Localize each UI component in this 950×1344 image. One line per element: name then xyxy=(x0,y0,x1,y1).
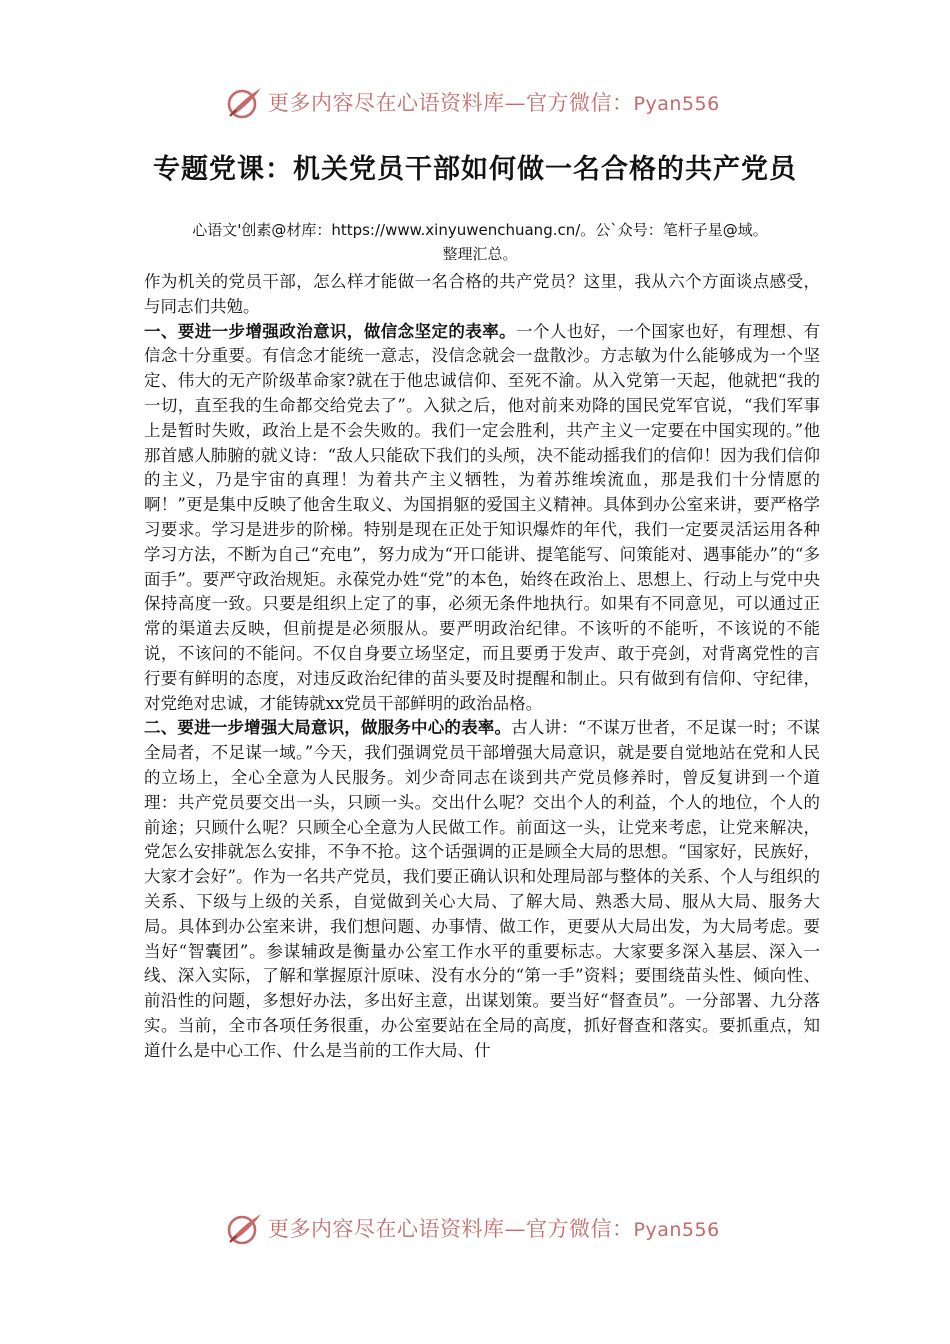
paragraph-text: 古人讲：“不谋万世者，不足谋一时；不谋全局者，不足谋一域。”今天，我们强调党员干部增强大局意识，就是要自觉地站在党和人民的立场上，全心全意为人民服务。刘少奇同志在谈到共产党员修养时，曾反复讲到一个道理：共产党员要交出一头，只顾一头。交出什么呢？交出个人的利益，个人的地位，个人的前途；只顾什么呢？只顾全心全意为人民做工作。前面这一头，让党来考虑，让党来解决，党怎么安排就怎么安排，不争不抢。这个话强调的正是顾全大局的思想。“国家好，民族好，大家才会好”。作为一名共产党员，我们要正确认识和处理局部与整体的关系、个人与组织的关系、下级与上级的关系，自觉做到关心大局、了解大局、熟悉大局、服从大局、服务大局。具体到办公室来讲，我们想问题、办事情、做工作，更要从大局出发，为大局考虑。要当好“智囊团”。参谋辅政是衡量办公室工作水平的重要标志。大家要多深入基层、深入一线、深入实际，了解和掌握原汁原味、没有水分的“第一手”资料；要围绕苗头性、倾向性、前沿性的问题，多想好办法，多出好主意，出谋划策。要当好“督查员”。一分部署、九分落实。当前，全市各项任务很重，办公室要站在全局的高度，抓好督查和落实。要抓重点，知道什么是中心工作、什么是当前的工作大局、什 xyxy=(144,718,821,1060)
banner-text xyxy=(268,89,720,118)
section-heading-2: 二、要进一步增强大局意识，做服务中心的表率。 xyxy=(144,718,512,738)
quill-logo-icon xyxy=(226,1212,264,1246)
wechat-id: Pyan556 xyxy=(633,1219,720,1241)
paragraph-text: 作为机关的党员干部，怎么样才能做一名合格的共产党员？这里，我从六个方面谈点感受，与同志们共勉。 xyxy=(144,272,820,316)
article-body xyxy=(144,270,820,1064)
banner-text xyxy=(268,1215,720,1244)
section-paragraph-2 xyxy=(144,716,820,1063)
section-paragraph-1 xyxy=(144,320,820,717)
intro-paragraph xyxy=(144,270,820,320)
paragraph-text: 一个人也好，一个国家也好，有理想、有信念十分重要。有信念才能统一意志，没信念就会一盘散沙。方志敏为什么能够成为一个坚定、伟大的无产阶级革命家?就在于他忠诚信仰、至死不渝。从入党第一天起，他就把“我的一切，直至我的生命都交给党去了”。入狱之后，他对前来劝降的国民党军官说，“我们军事上是暂时失败，政治上是不会失败的。我们一定会胜利，共产主义一定要在中国实现的。”他那首感人肺腑的就义诗：“敌人只能砍下我们的头颅，决不能动摇我们的信仰！因为我们信仰的主义，乃是宇宙的真理！为着共产主义牺牲，为着苏维埃流血，那是我们十分情愿的啊！”更是集中反映了他舍生取义、为国捐躯的爱国主义精神。具体到办公室来讲，要严格学习要求。学习是进步的阶梯。特别是现在正处于知识爆炸的年代，我们一定要灵活运用各种学习方法，不断为自己“充电”，努力成为“开口能讲、提笔能写、问策能对、遇事能办”的“多面手”。要严守政治规矩。永葆党办姓“党”的本色，始终在政治上、思想上、行动上与党中央保持高度一致。只要是组织上定了的事，必须无条件地执行。如果有不同意见，可以通过正常的渠道去反映，但前提是必须服从。要严明政治纪律。不该听的不能听，不该说的不能说，不该问的不能问。不仅自身要立场坚定，而且要勇于发声、敢于亮剑，对背离党性的言行要有鲜明的态度，对违反政治纪律的苗头要及时提醒和制止。只有做到有信仰、守纪律，对党绝对忠诚，才能铸就xx党员干部鲜明的政治品格。 xyxy=(144,321,821,713)
page-title: 专题党课：机关党员干部如何做一名合格的共产党员 xyxy=(153,154,797,185)
header-banner xyxy=(0,82,950,126)
footer-banner xyxy=(0,1208,950,1252)
banner-text-cn: 更多内容尽在心语资料库—官方微信： xyxy=(268,1217,634,1241)
quill-logo-icon xyxy=(226,86,264,120)
source-line-1: 心语文'创素@材库：https://www.xinyuwenchuang.cn/。公`众号：笔杆子星@域。 xyxy=(192,221,768,239)
section-heading-1: 一、要进一步增强政治意识，做信念坚定的表率。 xyxy=(144,321,517,341)
banner-text-cn: 更多内容尽在心语资料库—官方微信： xyxy=(268,91,634,115)
source-line-2: 整理汇总。 xyxy=(442,245,518,263)
source-line xyxy=(140,218,820,266)
wechat-id: Pyan556 xyxy=(633,93,720,115)
